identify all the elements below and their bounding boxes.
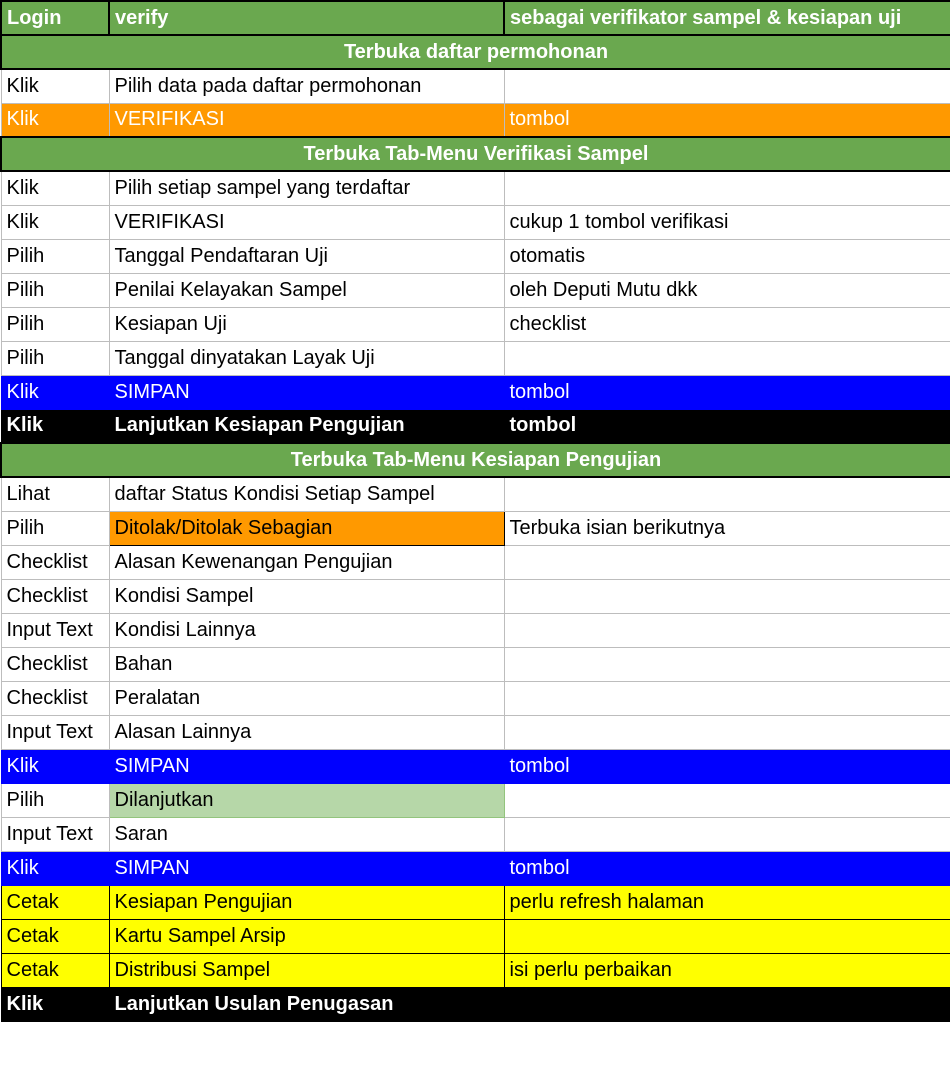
action-cell: Pilih	[1, 239, 109, 273]
action-cell: Klik	[1, 987, 109, 1021]
header-cell-role: verify	[109, 1, 504, 35]
action-cell: Pilih	[1, 341, 109, 375]
section-title: Terbuka Tab-Menu Kesiapan Pengujian	[1, 443, 950, 477]
step-cell: Lanjutkan Usulan Penugasan	[109, 987, 504, 1021]
section-row	[1, 137, 950, 171]
table-row	[1, 953, 950, 987]
step-cell: Penilai Kelayakan Sampel	[109, 273, 504, 307]
action-cell: Lihat	[1, 477, 109, 511]
step-cell: Tanggal Pendaftaran Uji	[109, 239, 504, 273]
action-cell: Klik	[1, 851, 109, 885]
action-cell: Input Text	[1, 613, 109, 647]
step-cell: SIMPAN	[109, 851, 504, 885]
table-row	[1, 851, 950, 885]
step-cell: Lanjutkan Kesiapan Pengujian	[109, 409, 504, 443]
action-cell: Klik	[1, 103, 109, 137]
table-row	[1, 715, 950, 749]
table-row	[1, 341, 950, 375]
step-cell: Ditolak/Ditolak Sebagian	[109, 511, 504, 545]
table-row	[1, 749, 950, 783]
action-cell: Cetak	[1, 919, 109, 953]
step-cell: Kondisi Sampel	[109, 579, 504, 613]
step-cell: Kesiapan Uji	[109, 307, 504, 341]
note-cell: cukup 1 tombol verifikasi	[504, 205, 950, 239]
note-cell: oleh Deputi Mutu dkk	[504, 273, 950, 307]
table-row	[1, 375, 950, 409]
action-cell: Klik	[1, 205, 109, 239]
step-cell: Pilih setiap sampel yang terdaftar	[109, 171, 504, 205]
action-cell: Klik	[1, 749, 109, 783]
note-cell: isi perlu perbaikan	[504, 953, 950, 987]
step-cell: Alasan Kewenangan Pengujian	[109, 545, 504, 579]
note-cell: otomatis	[504, 239, 950, 273]
action-cell: Checklist	[1, 545, 109, 579]
step-cell: Dilanjutkan	[109, 783, 504, 817]
step-cell: VERIFIKASI	[109, 205, 504, 239]
note-cell	[504, 579, 950, 613]
table-row	[1, 69, 950, 103]
step-cell: SIMPAN	[109, 375, 504, 409]
step-cell: Bahan	[109, 647, 504, 681]
action-cell: Input Text	[1, 817, 109, 851]
note-cell: tombol	[504, 409, 950, 443]
table-row	[1, 885, 950, 919]
action-cell: Checklist	[1, 681, 109, 715]
table-row	[1, 273, 950, 307]
table-row	[1, 409, 950, 443]
note-cell: Terbuka isian berikutnya	[504, 511, 950, 545]
table-row	[1, 783, 950, 817]
note-cell	[504, 545, 950, 579]
note-cell: checklist	[504, 307, 950, 341]
table-row	[1, 681, 950, 715]
action-cell: Pilih	[1, 783, 109, 817]
note-cell	[504, 477, 950, 511]
action-cell: Pilih	[1, 511, 109, 545]
action-cell: Checklist	[1, 579, 109, 613]
table-row	[1, 205, 950, 239]
action-cell: Klik	[1, 375, 109, 409]
section-title: Terbuka Tab-Menu Verifikasi Sampel	[1, 137, 950, 171]
action-cell: Klik	[1, 171, 109, 205]
step-cell: Peralatan	[109, 681, 504, 715]
action-cell: Input Text	[1, 715, 109, 749]
note-cell: tombol	[504, 749, 950, 783]
table-row	[1, 511, 950, 545]
note-cell	[504, 919, 950, 953]
table-row	[1, 579, 950, 613]
action-cell: Cetak	[1, 953, 109, 987]
note-cell	[504, 783, 950, 817]
table-row	[1, 919, 950, 953]
section-row	[1, 443, 950, 477]
table-row	[1, 477, 950, 511]
section-row	[1, 35, 950, 69]
note-cell	[504, 681, 950, 715]
table-row	[1, 613, 950, 647]
table-row	[1, 307, 950, 341]
action-cell: Klik	[1, 409, 109, 443]
note-cell	[504, 715, 950, 749]
note-cell	[504, 987, 950, 1021]
note-cell	[504, 613, 950, 647]
table-row	[1, 987, 950, 1021]
note-cell	[504, 171, 950, 205]
table-row	[1, 171, 950, 205]
table-row	[1, 239, 950, 273]
table-row	[1, 817, 950, 851]
step-cell: Kartu Sampel Arsip	[109, 919, 504, 953]
step-cell: Saran	[109, 817, 504, 851]
note-cell: tombol	[504, 103, 950, 137]
step-cell: SIMPAN	[109, 749, 504, 783]
note-cell	[504, 69, 950, 103]
table-row	[1, 647, 950, 681]
step-cell: Pilih data pada daftar permohonan	[109, 69, 504, 103]
action-cell: Cetak	[1, 885, 109, 919]
note-cell: perlu refresh halaman	[504, 885, 950, 919]
action-cell: Pilih	[1, 307, 109, 341]
step-cell: Kondisi Lainnya	[109, 613, 504, 647]
step-cell: Alasan Lainnya	[109, 715, 504, 749]
note-cell	[504, 341, 950, 375]
action-cell: Pilih	[1, 273, 109, 307]
note-cell	[504, 817, 950, 851]
header-cell-action: Login	[1, 1, 109, 35]
table-row	[1, 103, 950, 137]
step-cell: VERIFIKASI	[109, 103, 504, 137]
action-cell: Klik	[1, 69, 109, 103]
note-cell: tombol	[504, 851, 950, 885]
note-cell: tombol	[504, 375, 950, 409]
step-cell: Tanggal dinyatakan Layak Uji	[109, 341, 504, 375]
header-row	[1, 1, 950, 35]
header-cell-description: sebagai verifikator sampel & kesiapan uji	[504, 1, 950, 35]
note-cell	[504, 647, 950, 681]
step-cell: Distribusi Sampel	[109, 953, 504, 987]
step-cell: Kesiapan Pengujian	[109, 885, 504, 919]
action-cell: Checklist	[1, 647, 109, 681]
step-cell: daftar Status Kondisi Setiap Sampel	[109, 477, 504, 511]
section-title: Terbuka daftar permohonan	[1, 35, 950, 69]
table-row	[1, 545, 950, 579]
